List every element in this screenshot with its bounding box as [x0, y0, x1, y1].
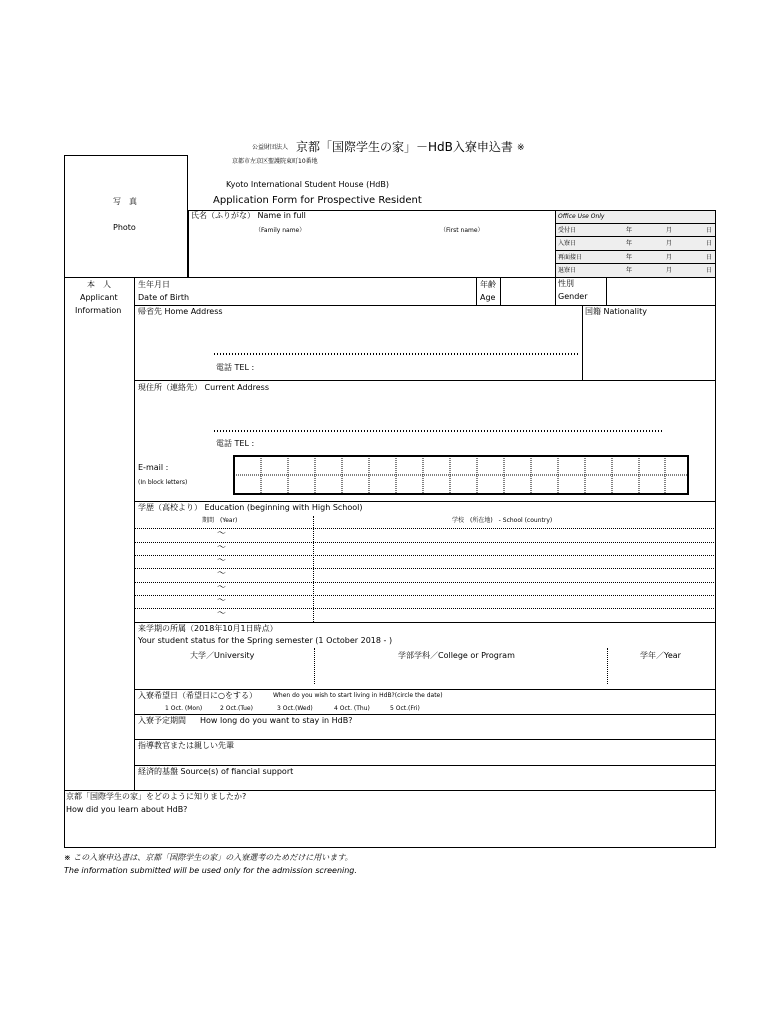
office-month: 月	[666, 254, 673, 261]
gender-label-jp: 性別	[558, 279, 574, 288]
row-line	[134, 739, 716, 740]
education-tilde: ～	[217, 609, 227, 619]
office-day: 日	[706, 240, 713, 247]
education-tilde: ～	[217, 543, 227, 553]
row-line	[134, 689, 716, 690]
dob-label-jp: 生年月日	[138, 280, 170, 289]
education-school-header: 学校 (所在地) - School (country)	[452, 517, 553, 524]
cell-line	[555, 277, 556, 305]
home-address-label: 帰省先 Home Address	[138, 307, 223, 316]
photo-label-jp: 写 真	[113, 197, 137, 206]
row-line	[134, 501, 716, 502]
cell-line	[476, 277, 477, 305]
start-date-option[interactable]: 4 Oct. (Thu)	[334, 705, 370, 712]
start-date-option[interactable]: 3 Oct.(Wed)	[277, 705, 313, 712]
org-address: 京都市左京区聖護院東町10番地	[232, 158, 318, 165]
financial-support-label: 経済的基盤 Source(s) of fiancial support	[138, 767, 294, 776]
current-address-label: 現住所（連絡先） Current Address	[138, 383, 269, 392]
office-row-label: 受付日	[558, 227, 577, 234]
row-line	[134, 714, 716, 715]
office-line	[555, 250, 716, 251]
office-use-title: Office Use Only	[558, 213, 605, 220]
education-tilde: ～	[217, 569, 227, 579]
start-date-jp: 入寮希望日（希望日に○をする）	[138, 691, 257, 700]
org-prefix: 公益財団法人	[252, 144, 289, 151]
start-date-option[interactable]: 2 Oct.(Tue)	[220, 705, 253, 712]
office-line	[555, 263, 716, 264]
office-day: 日	[706, 267, 713, 274]
email-grid[interactable]	[233, 455, 689, 495]
name-label: 氏名（ふりがな） Name in full	[191, 211, 306, 220]
row-line	[134, 380, 716, 381]
age-label-jp: 年齢	[480, 280, 496, 289]
home-address-line[interactable]	[214, 353, 580, 355]
email-note: (In block letters)	[138, 479, 188, 486]
year-label: 学年／Year	[640, 651, 681, 660]
office-line	[555, 236, 716, 237]
dob-label-en: Date of Birth	[138, 293, 190, 302]
start-date-en: When do you wish to start living in HdB?(circle the date)	[273, 692, 443, 699]
age-label-en: Age	[480, 293, 496, 302]
office-month: 月	[666, 240, 673, 247]
start-date-option[interactable]: 5 Oct.(Fri)	[390, 705, 420, 712]
form-subtitle: Application Form for Prospective Resident	[213, 195, 422, 206]
office-row-label: 再面接日	[558, 254, 583, 261]
current-tel-label: 電話 TEL :	[216, 439, 255, 448]
form-title: 京都「国際学生の家」－HdB入寮申込書	[296, 140, 513, 154]
spring-status-en: Your student status for the Spring semester (1 October 2018 - )	[138, 636, 393, 645]
learn-label-jp: 京都「国際学生の家」をどのように知りましたか?	[66, 792, 247, 801]
row-line	[134, 765, 716, 766]
office-month: 月	[666, 227, 673, 234]
nationality-label: 国籍 Nationality	[585, 307, 647, 316]
current-address-line[interactable]	[214, 430, 664, 432]
footer-note-jp: ※ この入寮申込書は、京都「国際学生の家」の入寮選考のためだけに用います。	[64, 853, 353, 862]
education-period-header: 期間 (Year)	[202, 517, 238, 524]
office-day: 日	[706, 227, 713, 234]
spring-status-jp: 来学期の所属（2018年10月1日時点）	[138, 624, 278, 633]
gender-label-en: Gender	[558, 292, 588, 301]
spring-divider	[607, 648, 608, 684]
stay-period-en: How long do you want to stay in HdB?	[200, 716, 353, 725]
office-row-label: 退寮日	[558, 267, 577, 274]
footer-note-en: The information submitted will be used only for the admission screening.	[64, 866, 357, 875]
learn-label-en: How did you learn about HdB?	[66, 805, 188, 814]
education-tilde: ～	[217, 596, 227, 606]
education-tilde: ～	[217, 583, 227, 593]
university-label: 大学／University	[190, 651, 255, 660]
home-tel-label: 電話 TEL :	[216, 363, 255, 372]
applicant-label-jp: 本 人	[87, 280, 111, 289]
email-label: E-mail :	[138, 463, 169, 472]
office-year: 年	[626, 227, 633, 234]
office-line	[555, 223, 716, 224]
stay-period-jp: 入寮予定期間	[138, 716, 186, 725]
spring-divider	[314, 648, 315, 684]
education-tilde: ～	[217, 529, 227, 539]
cell-line	[500, 277, 501, 305]
row-line	[134, 305, 716, 306]
cell-line	[606, 277, 607, 305]
office-use-box	[556, 211, 715, 277]
photo-label-en: Photo	[113, 223, 136, 232]
start-date-option[interactable]: 1 Oct. (Mon)	[165, 705, 203, 712]
office-year: 年	[626, 240, 633, 247]
row-line	[134, 622, 716, 623]
office-row-label: 入寮日	[558, 240, 577, 247]
office-month: 月	[666, 267, 673, 274]
cell-line	[582, 305, 583, 381]
education-divider	[313, 516, 314, 622]
applicant-label-en2: Information	[75, 306, 122, 315]
first-name-label: （First name）	[440, 227, 484, 234]
office-year: 年	[626, 267, 633, 274]
education-title: 学歴（高校より） Education (beginning with High School)	[138, 503, 363, 512]
advisor-label: 指導教官または親しい先輩	[138, 741, 234, 750]
office-day: 日	[706, 254, 713, 261]
college-program-label: 学部学科／College or Program	[398, 651, 515, 660]
photo-box	[64, 155, 188, 278]
education-tilde: ～	[217, 556, 227, 566]
office-year: 年	[626, 254, 633, 261]
applicant-label-en: Applicant	[80, 293, 118, 302]
title-note-mark: ※	[517, 143, 525, 153]
org-name-en: Kyoto International Student House (HdB)	[226, 180, 389, 189]
family-name-label: （Family name）	[255, 227, 306, 234]
